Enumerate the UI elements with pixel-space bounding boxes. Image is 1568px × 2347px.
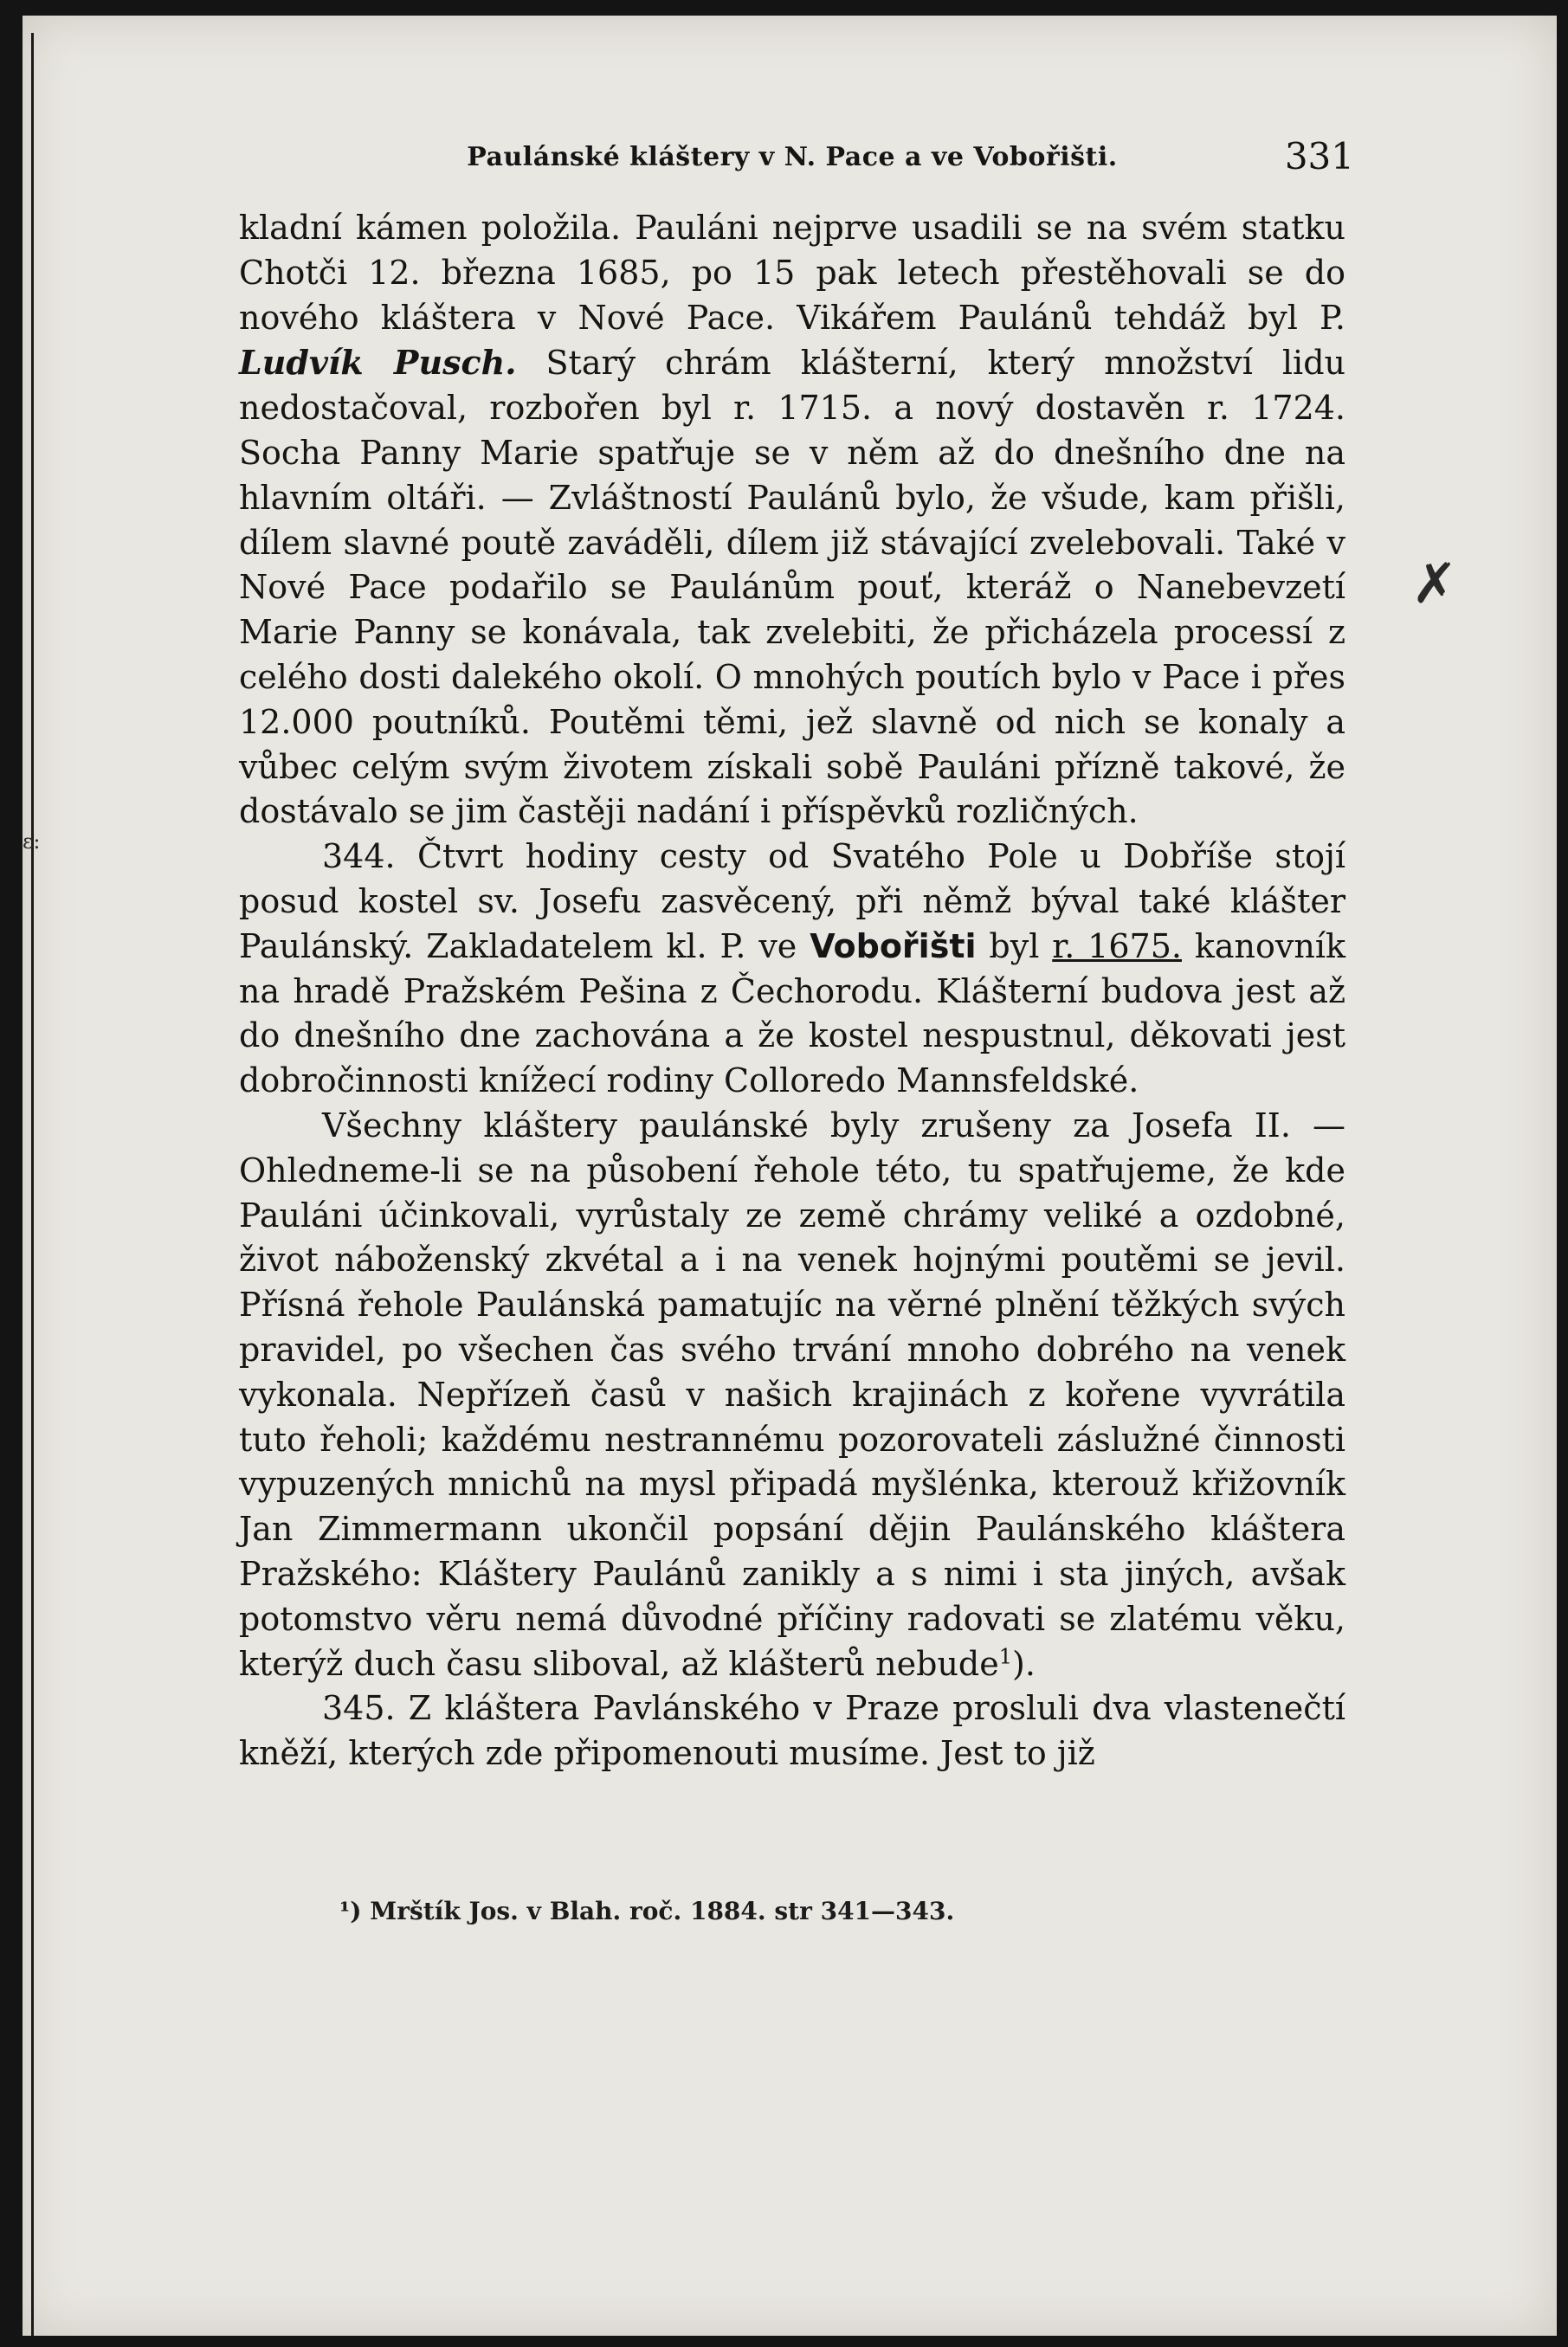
paragraph-1: kladní kámen položila. Pauláni nejprve usadili se na svém statku Chotči 12. března 1685, po 15 pak letech přestěhovali se do nového kláštera v Nové Pace. Vikářem Paulánů tehdáž byl P. Ludvík Pusch. Starý chrám klášterní, který množství lidu nedostačoval, rozbořen byl r. 1715. a nový dostavěn r. 1724. Socha Panny Marie spatřuje se v něm až do dnešního dne na hlavním oltáři. — Zvláštností Paulánů bylo, že všude, kam přišli, dílem slavné poutě zaváděli, dílem již stávající zvelebovali. Také v Nové Pace podařilo se Paulánům pouť, kteráž o Nanebevzetí Marie Panny se konávala, tak zvelebiti, že přicházela processí z celého dosti dalekého okolí. O mnohých poutích bylo v Pace i přes 12.000 poutníků. Poutěmi těmi, jež slavně od nich se konaly a vůbec celým svým životem získali sobě Pauláni přízně takové, že dostávalo se jim častěji nadání i příspěvků rozličných.	[239, 209, 1345, 831]
place-name: Vobořišti	[810, 926, 977, 965]
author-name: Ludvík Pusch.	[239, 343, 517, 383]
page-text-block	[239, 130, 1354, 1776]
paragraph-345: 345. Z kláštera Pavlánského v Praze prosluli dva vlastenečtí kněží, kterých zde připomenouti musíme. Jest to již	[239, 1689, 1345, 1773]
running-head: Paulánské kláštery v N. Pace a ve Vobořišti.	[467, 142, 1118, 172]
margin-mark-left: ε:	[23, 829, 41, 854]
footnote: ¹) Mrštík Jos. v Blah. roč. 1884. str 341—343.	[339, 1897, 955, 1925]
page-header	[239, 130, 1354, 182]
underlined-year: r. 1675.	[1052, 926, 1182, 965]
paragraph-344: 344. Čtvrt hodiny cesty od Svatého Pole u Dobříše stojí posud kostel sv. Josefu zasvěcený, při němž býval také klášter Paulánský. Zakladatelem kl. P. ve Vobořišti byl r. 1675. kanovník na hradě Pražském Pešina z Čechorodu. Klášterní budova jest až do dnešního dne zachována a že kostel nespustnul, děkovati jest dobročinnosti knížecí rodiny Colloredo Mannsfeldské.	[239, 837, 1346, 1100]
margin-mark-right: ✗	[1411, 552, 1458, 616]
paragraph-3: Všechny kláštery paulánské byly zrušeny za Josefa II. — Ohledneme-li se na působení řehole této, tu spatřujeme, že kde Pauláni účinkovali, vyrůstaly ze země chrámy veliké a ozdobné, život náboženský zkvétal a i na venek hojnými poutěmi se jevil. Přísná řehole Paulánská pamatujíc na věrné plnění těžkých svých pravidel, po všechen čas svého trvání mnoho dobrého na venek vykonala. Nepřízeň časů v našich krajinách z kořene vyvrátila tuto řeholi; každému nestrannému pozorovateli záslužné činnosti vypuzených mnichů na mysl připadá myšlénka, kterouž křižovník Jan Zimmermann ukončil popsání dějin Paulánského kláštera Pražského: Kláštery Paulánů zanikly a s nimi i sta jiných, avšak potomstvo věru nemá důvodné příčiny radovati se zlatému věku, kterýž duch času sliboval, až klášterů nebude$^1$).	[239, 1106, 1345, 1683]
page-number: 331	[1284, 135, 1354, 177]
body-text	[239, 206, 1345, 1776]
footnote-ref: 1	[998, 1643, 1013, 1668]
binding-gutter-line	[31, 33, 34, 2336]
